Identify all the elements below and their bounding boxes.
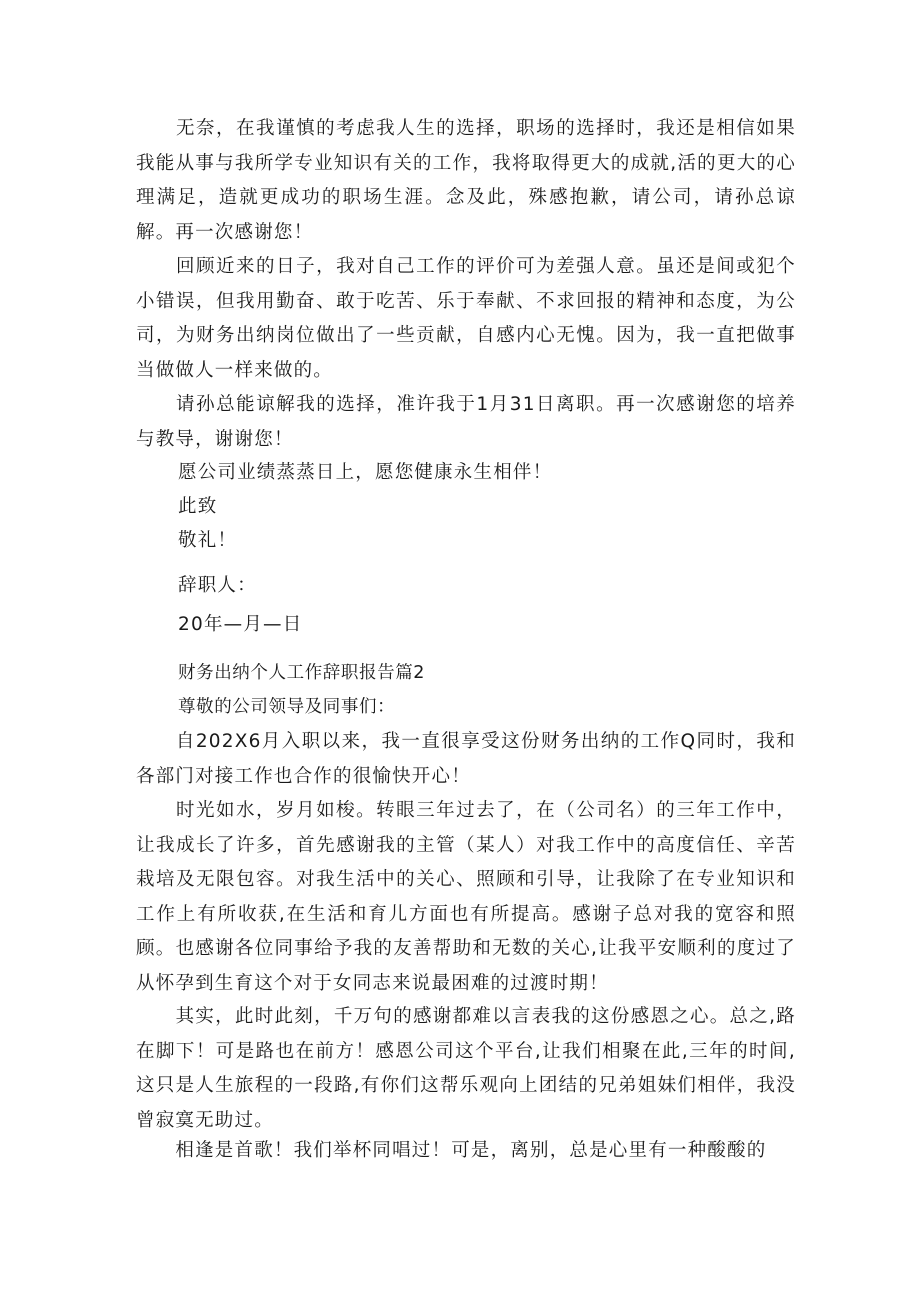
letter-greeting: 尊敬的公司领导及同事们：	[178, 697, 396, 717]
signer-label: 辞职人：	[178, 575, 257, 596]
paragraph-onboarding: 自202X6月入职以来，我一直很享受这份财务出纳的工作Q同时，我和各部门对接工作也合作的很愉快开心！	[136, 731, 796, 787]
closing-wish: 愿公司业绩蒸蒸日上，愿您健康永生相伴！	[178, 462, 553, 483]
paragraph-leave-request: 请孙总能谅解我的选择，准许我于1月31日离职。再一次感谢您的培养与教导，谢谢您！	[136, 394, 796, 450]
paragraph-apology: 无奈，在我谨慎的考虑我人生的选择，职场的选择时，我还是相信如果我能从事与我所学专业知识有关的工作，我将取得更大的成就,活的更大的心理满足，造就更成功的职场生涯。念及此，殊感抱歉，请公司，请孙总谅解。再一次感谢您！	[136, 118, 796, 243]
salutation-line-1: 此致	[178, 496, 218, 517]
signature-date: 20年—月—日	[178, 614, 303, 635]
paragraph-road-ahead: 其实，此时此刻，千万句的感谢都难以言表我的这份感恩之心。总之,路在脚下！可是路也在前方！感恩公司这个平台,让我们相聚在此,三年的时间,这只是人生旅程的一段路,有你们这帮乐观向上团结的兄弟姐妹们相伴，我没曾寂寞无助过。	[136, 1006, 796, 1131]
paragraph-farewell: 相逢是首歌！我们举杯同唱过！可是，离别，总是心里有一种酸酸的	[136, 1140, 767, 1161]
paragraph-self-review: 回顾近来的日子，我对自己工作的评价可为差强人意。虽还是间或犯个小错误，但我用勤奋、敢于吃苦、乐于奉献、不求回报的精神和态度，为公司，为财务出纳岗位做出了一些贡献，自感内心无愧。因为，我一直把做事当做做人一样来做的。	[136, 256, 796, 381]
salutation-line-2: 敬礼！	[178, 530, 238, 551]
paragraph-gratitude: 时光如水，岁月如梭。转眼三年过去了，在（公司名）的三年工作中，让我成长了许多，首先感谢我的主管（某人）对我工作中的高度信任、辛苦栽培及无限包容。对我生活中的关心、照顾和引导，让我除了在专业知识和工作上有所收获,在生活和育儿方面也有所提高。感谢子总对我的宽容和照顾。也感谢各位同事给予我的友善帮助和无数的关心,让我平安顺利的度过了从怀孕到生育这个对于女同志来说最困难的过渡时期！	[136, 800, 796, 994]
section-heading: 财务出纳个人工作辞职报告篇2	[178, 663, 426, 683]
